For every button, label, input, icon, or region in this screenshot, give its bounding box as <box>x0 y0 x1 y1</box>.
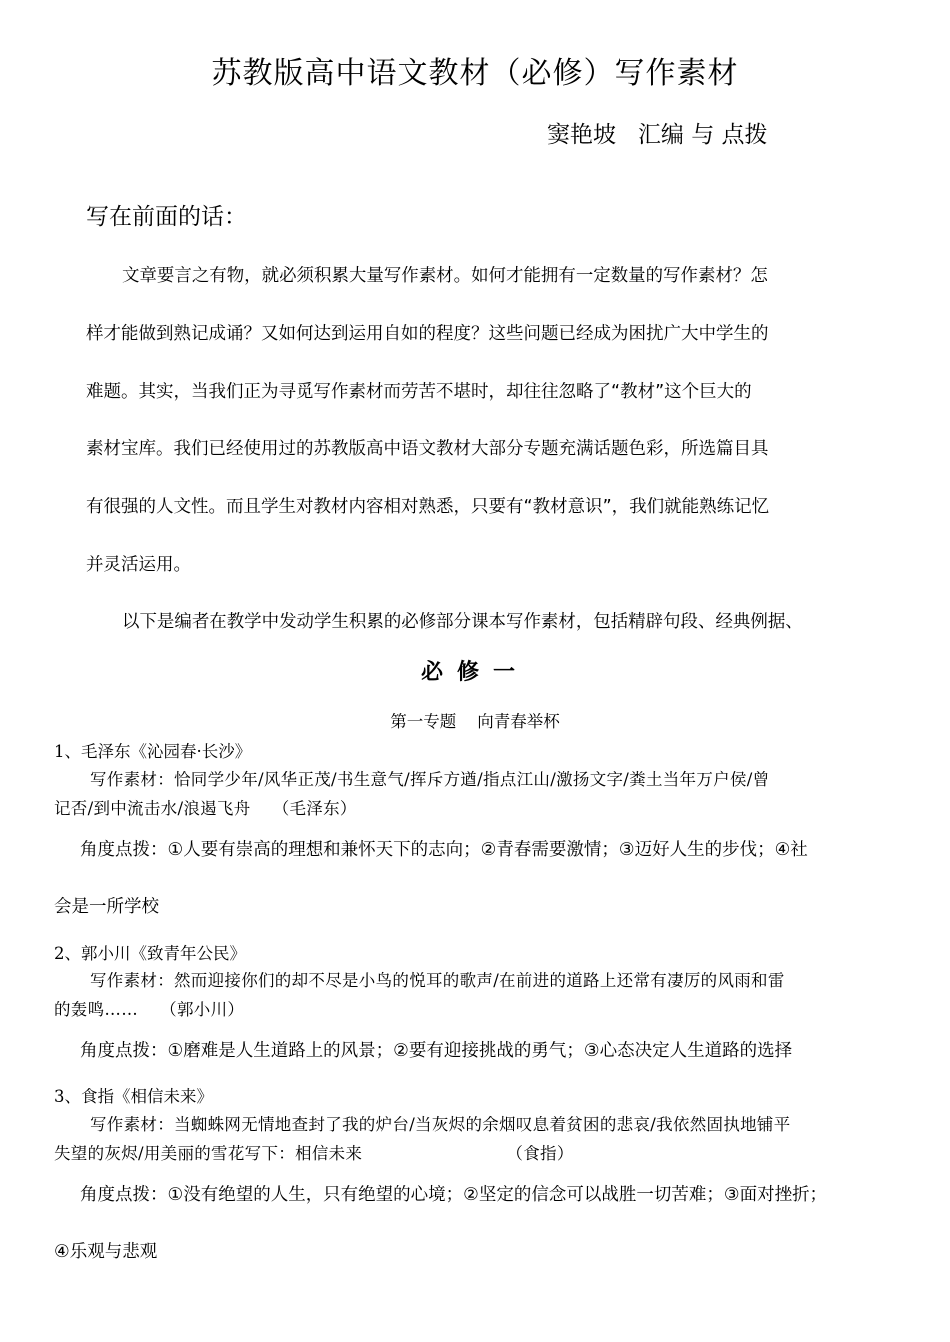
material-line: 写作素材：恰同学少年/风华正茂/书生意气/挥斥方遒/指点江山/激扬文字/粪土当年万户侯/曾 <box>90 770 770 789</box>
material-line: 记否/到中流击水/浪遏飞舟 （毛泽东） <box>54 799 357 818</box>
material-line: 写作素材：当蜘蛛网无情地查封了我的炉台/当灰烬的余烟叹息着贫困的悲哀/我依然固执地铺平 <box>90 1115 791 1134</box>
section-heading: 必修一 <box>420 660 529 685</box>
material-line: 的轰鸣…… （郭小川） <box>54 1000 245 1019</box>
entry-title: 1、毛泽东《沁园春·长沙》 <box>54 742 252 761</box>
author-line: 窦艳坡 汇编 与 点拨 <box>547 122 768 148</box>
tip-line: 会是一所学校 <box>54 897 159 917</box>
material-line: 写作素材：然而迎接你们的却不尽是小鸟的悦耳的歌声/在前进的道路上还常有凄厉的风雨和雷 <box>90 971 785 990</box>
tip-line: 角度点拨：①没有绝望的人生，只有绝望的心境；②坚定的信念可以战胜一切苦难；③面对挫折； <box>80 1185 828 1205</box>
preface-line: 并灵活运用。 <box>86 555 191 575</box>
preface-line: 文章要言之有物，就必须积累大量写作素材。如何才能拥有一定数量的写作素材？怎 <box>122 266 768 286</box>
entry-title: 2、郭小川《致青年公民》 <box>54 944 246 963</box>
tip-line: ④乐观与悲观 <box>54 1242 158 1262</box>
tip-line: 角度点拨：①人要有崇高的理想和兼怀天下的志向；②青春需要激情；③迈好人生的步伐；④社 <box>80 840 808 860</box>
document-title: 苏教版高中语文教材（必修）写作素材 <box>211 56 739 91</box>
material-line: 失望的灰烬/用美丽的雪花写下：相信未来 （食指） <box>54 1144 574 1163</box>
preface-line: 素材宝库。我们已经使用过的苏教版高中语文教材大部分专题充满话题色彩，所选篇目具 <box>86 439 769 459</box>
preface-line: 难题。其实，当我们正为寻觅写作素材而劳苦不堪时，却往往忽略了“教材”这个巨大的 <box>86 382 752 402</box>
preface-heading: 写在前面的话： <box>86 204 247 230</box>
preface-line: 有很强的人文性。而且学生对教材内容相对熟悉，只要有“教材意识”，我们就能熟练记忆 <box>86 497 770 517</box>
preface-line: 样才能做到熟记成诵？又如何达到运用自如的程度？这些问题已经成为困扰广大中学生的 <box>86 324 769 344</box>
entry-title: 3、食指《相信未来》 <box>54 1087 213 1106</box>
preface-line: 以下是编者在教学中发动学生积累的必修部分课本写作素材，包括精辟句段、经典例据、 <box>122 612 803 632</box>
topic-heading: 第一专题 向青春举杯 <box>390 712 560 731</box>
tip-line: 角度点拨：①磨难是人生道路上的风景；②要有迎接挑战的勇气；③心态决定人生道路的选择 <box>80 1041 793 1061</box>
